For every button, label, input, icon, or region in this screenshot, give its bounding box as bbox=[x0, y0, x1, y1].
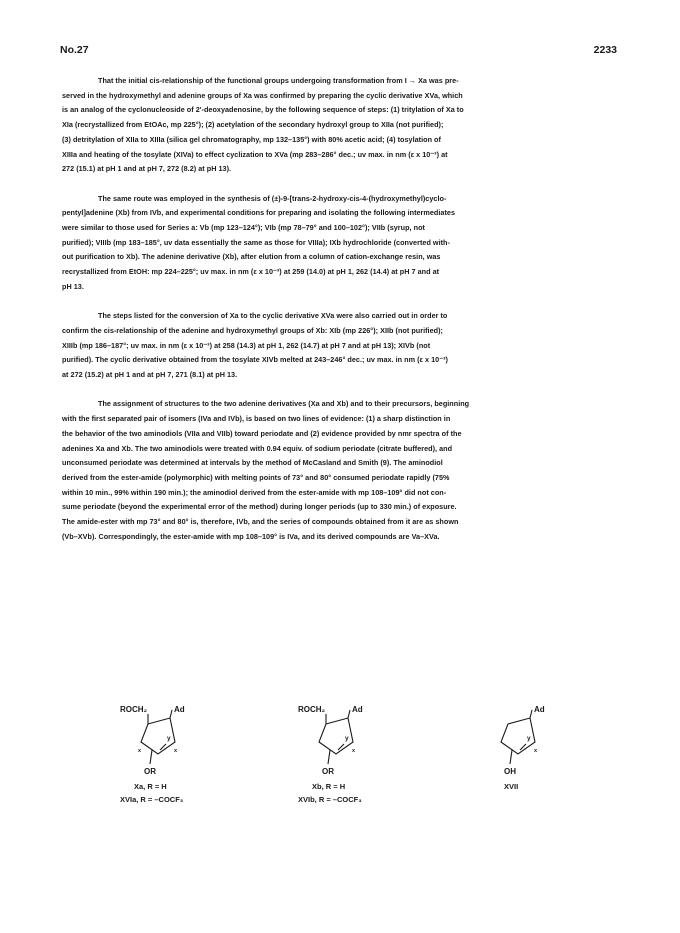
compound-caption: XVIb, R = –COCF₃ bbox=[298, 795, 362, 804]
structure-xb bbox=[290, 700, 440, 810]
text-line: XIIIa and heating of the tosylate (XIVa) to effect cyclization to XVa (mp 283–286° dec.; uv max. in nm (ε x 10⁻³) at bbox=[62, 149, 448, 159]
text-line: pentyl]adenine (Xb) from IVb, and experimental conditions for preparing and isolating the following intermediates bbox=[62, 208, 455, 218]
text-line: pH 13. bbox=[62, 281, 84, 291]
bottom-substituent-label: OR bbox=[322, 767, 334, 776]
adenine-label: Ad bbox=[174, 705, 185, 714]
ring-label: y bbox=[527, 735, 531, 742]
structure-figures bbox=[0, 700, 680, 860]
paragraph-4 bbox=[62, 397, 618, 544]
ring-label: x bbox=[352, 748, 356, 754]
ring-label: y bbox=[345, 735, 349, 742]
ring-label: x bbox=[138, 748, 142, 754]
text-line: purified). The cyclic derivative obtained from the tosylate XIVb melted at 243–246° dec.; uv max. in nm (ε x 10⁻³) bbox=[62, 355, 448, 365]
text-line: The steps listed for the conversion of Xa to the cyclic derivative XVa were also carried out in order to bbox=[98, 311, 448, 321]
top-substituent-label: ROCH₂ bbox=[298, 705, 326, 714]
page-number: 2233 bbox=[593, 44, 617, 56]
text-line: confirm the cis-relationship of the adenine and hydroxymethyl groups of Xb: XIb (mp 226°); XIIb (not purified); bbox=[62, 325, 443, 335]
cyclopentane-ring-diagram bbox=[290, 700, 440, 780]
text-line: the behavior of the two aminodiols (VIIa and VIIb) toward periodate and (2) evidence provided by nmr spectra of the bbox=[62, 428, 462, 438]
journal-number: No.27 bbox=[60, 44, 89, 56]
text-line: XIIIb (mp 186–187°; uv max. in nm (ε x 10⁻³) at 258 (14.3) at pH 1, 262 (14.7) at pH 7 and at pH 13); XIVb (not bbox=[62, 340, 431, 350]
ring-label: x bbox=[174, 748, 178, 754]
top-substituent-label: ROCH₂ bbox=[120, 705, 148, 714]
compound-caption: XVII bbox=[504, 782, 519, 791]
text-line: with the first separated pair of isomers (IVa and IVb), is based on two lines of evidence: (1) a sharp distinction in bbox=[62, 414, 451, 424]
ring-label: y bbox=[167, 735, 171, 742]
bottom-substituent-label: OH bbox=[504, 767, 516, 776]
text-line: at 272 (15.2) at pH 1 and at pH 7, 271 (8.1) at pH 13. bbox=[62, 370, 238, 380]
text-line: adenines Xa and Xb. The two aminodiols were treated with 0.94 equiv. of sodium periodate (citrate buffered), and bbox=[62, 443, 453, 453]
paragraph-2 bbox=[62, 192, 618, 295]
cyclopentane-ring-diagram bbox=[112, 700, 262, 780]
bottom-substituent-label: OR bbox=[144, 767, 156, 776]
text-line: (3) detritylation of XIIa to XIIIa (silica gel chromatography, mp 132–135°) with 80% acetic acid; (4) tosylation of bbox=[62, 134, 441, 144]
text-line: The same route was employed in the synthesis of (±)-9-[trans-2-hydroxy-cis-4-(hydroxymethyl)cyclo- bbox=[98, 193, 447, 203]
body-text bbox=[62, 74, 618, 559]
text-line: That the initial cis-relationship of the functional groups undergoing transformation from I → Xa was pre- bbox=[98, 76, 459, 85]
text-line: The assignment of structures to the two adenine derivatives (Xa and Xb) and to their precursors, beginning bbox=[98, 399, 470, 409]
adenine-label: Ad bbox=[352, 705, 363, 714]
text-line: 272 (15.1) at pH 1 and at pH 7, 272 (8.2) at pH 13). bbox=[62, 164, 232, 174]
structure-xvii bbox=[478, 700, 598, 810]
compound-caption: XVIa, R = –COCF₃ bbox=[120, 795, 184, 804]
text-line: purified); VIIIb (mp 183–185°, uv data essentially the same as those for VIIIa); IXb hydrochloride (converted with- bbox=[62, 237, 450, 247]
ring-label: x bbox=[534, 748, 538, 754]
text-line: out purification to Xb). The adenine derivative (Xb), after elution from a column of cation-exchange resin, was bbox=[62, 252, 441, 262]
text-line: (Vb–XVb). Correspondingly, the ester-amide with mp 108–109° is IVa, and its derived compounds are Va–XVa. bbox=[62, 531, 440, 541]
text-line: were similar to those used for Series a: Vb (mp 123–124°); VIb (mp 78–79° and 100–102°); VIIb (syrup, not bbox=[62, 223, 425, 233]
adenine-label: Ad bbox=[534, 705, 545, 714]
paragraph-1 bbox=[62, 74, 618, 177]
text-line: XIa (recrystallized from EtOAc, mp 225°); (2) acetylation of the secondary hydroxyl group to XIIa (not purified); bbox=[62, 120, 444, 130]
structure-xa bbox=[112, 700, 262, 810]
text-line: recrystallized from EtOH: mp 224–225°; uv max. in nm (ε x 10⁻³) at 259 (14.0) at pH 1, 262 (14.4) at pH 7 and at bbox=[62, 267, 440, 277]
text-line: is an analog of the cyclonucleoside of 2'-deoxyadenosine, by the following sequence of steps: (1) tritylation of Xa to bbox=[62, 105, 464, 115]
cyclopentane-ring-diagram bbox=[478, 700, 598, 780]
compound-caption: Xa, R = H bbox=[134, 782, 167, 791]
paragraph-3 bbox=[62, 309, 618, 383]
text-line: served in the hydroxymethyl and adenine groups of Xa was confirmed by preparing the cyclic derivative XVa, which bbox=[62, 90, 463, 100]
text-line: sume periodate (beyond the experimental error of the method) during longer periods (up to 330 min.) of exposure. bbox=[62, 502, 457, 512]
text-line: unconsumed periodate was determined at intervals by the method of McCasland and Smith (9). The aminodiol bbox=[62, 458, 443, 468]
text-line: within 10 min., 99% within 190 min.); the aminodiol derived from the ester-amide with mp 108–109° did not con- bbox=[62, 487, 447, 497]
compound-caption: Xb, R = H bbox=[312, 782, 346, 791]
text-line: derived from the ester-amide (polymorphic) with melting points of 73° and 80° consumed periodate rapidly (75% bbox=[62, 472, 450, 482]
text-line: The amide-ester with mp 73° and 80° is, therefore, IVb, and the series of compounds obtained from it are as shown bbox=[62, 517, 459, 527]
